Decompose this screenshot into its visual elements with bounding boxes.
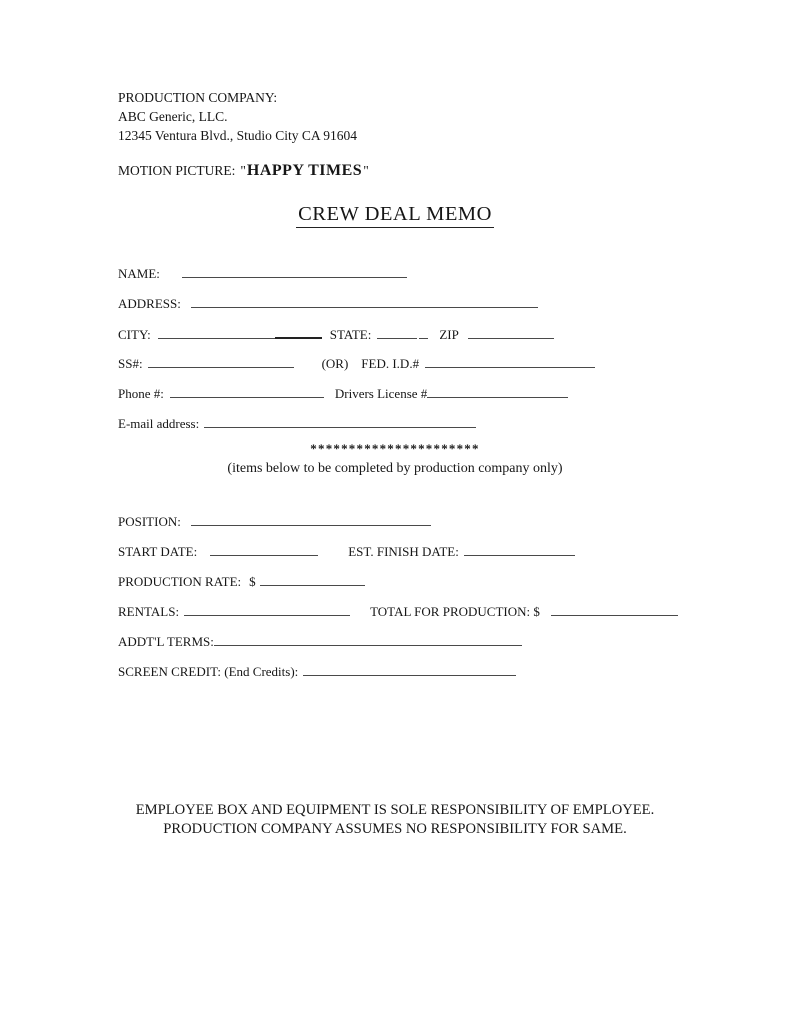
rentals-label: RENTALS: [118, 604, 180, 619]
phone-label: Phone #: [118, 386, 164, 401]
responsibility-statement [0, 801, 790, 839]
motion-picture-title: HAPPY TIMES [246, 162, 363, 179]
state-label: STATE: [329, 327, 372, 342]
city-state-zip-row [118, 321, 790, 342]
city-label: CITY: [118, 327, 151, 342]
motion-picture-label: MOTION PICTURE: [118, 163, 236, 178]
employee-section [0, 261, 790, 431]
email-label: E-mail address: [118, 416, 200, 431]
screen-credit-label: SCREEN CREDIT: (End Credits): [118, 664, 299, 679]
rentals-row [118, 599, 790, 619]
state-blank [377, 322, 417, 339]
est-finish-date-label: EST. FINISH DATE: [348, 544, 459, 559]
name-row [118, 261, 790, 281]
position-blank [191, 509, 431, 526]
addtl-terms-row [118, 629, 790, 649]
total-for-production-blank [551, 599, 678, 616]
rentals-blank [184, 599, 350, 616]
production-company-block [118, 88, 790, 145]
ssn-label: SS#: [118, 356, 143, 371]
email-blank [204, 411, 476, 428]
position-label: POSITION: [118, 514, 181, 529]
document-title-text: CREW DEAL MEMO [296, 203, 494, 228]
email-row [118, 411, 790, 431]
name-label: NAME: [118, 266, 160, 281]
production-rate-currency: $ [249, 574, 256, 589]
city-blank-bold-segment [275, 321, 322, 339]
company-name: ABC Generic, LLC. [118, 109, 228, 124]
company-address: 12345 Ventura Blvd., Studio City CA 91604 [118, 128, 358, 143]
addtl-terms-label: ADDT'L TERMS: [118, 634, 214, 649]
production-rate-row [118, 569, 790, 589]
addtl-terms-blank [214, 629, 522, 646]
motion-picture-open-quote: " [240, 163, 246, 178]
motion-picture-close-quote: " [363, 163, 369, 178]
drivers-license-blank [427, 381, 568, 398]
zip-blank [468, 322, 554, 339]
production-company-section [0, 509, 790, 679]
production-rate-label: PRODUCTION RATE: [118, 574, 242, 589]
zip-label: ZIP [439, 327, 459, 342]
production-company-label: PRODUCTION COMPANY: [118, 90, 278, 105]
address-blank [191, 291, 538, 308]
fed-id-blank [425, 351, 595, 368]
ssn-blank [148, 351, 294, 368]
screen-credit-row [118, 659, 790, 679]
position-row [118, 509, 790, 529]
start-date-label: START DATE: [118, 544, 198, 559]
document-title [0, 203, 790, 229]
phone-license-row [118, 381, 790, 401]
address-row [118, 291, 790, 311]
dates-row [118, 539, 790, 559]
motion-picture-line [118, 162, 790, 182]
or-label: (OR) [321, 356, 349, 371]
drivers-license-label: Drivers License # [334, 386, 428, 401]
total-for-production-label: TOTAL FOR PRODUCTION: $ [370, 604, 540, 619]
separator-note: (items below to be completed by production company only) [227, 461, 563, 476]
responsibility-statement-line2: PRODUCTION COMPANY ASSUMES NO RESPONSIBILITY FOR SAME. [163, 821, 627, 837]
address-label: ADDRESS: [118, 296, 181, 311]
city-blank [158, 322, 275, 339]
fed-id-label: FED. I.D.# [361, 356, 420, 371]
est-finish-date-blank [464, 539, 575, 556]
separator-stars: ********************** [310, 441, 480, 456]
responsibility-statement-line1: EMPLOYEE BOX AND EQUIPMENT IS SOLE RESPONSIBILITY OF EMPLOYEE. [135, 802, 655, 818]
screen-credit-blank [303, 659, 516, 676]
start-date-blank [210, 539, 318, 556]
name-blank [182, 261, 407, 278]
ssn-fedid-row [118, 351, 790, 371]
state-blank-stub [419, 322, 428, 339]
production-rate-blank [260, 569, 365, 586]
phone-blank [170, 381, 324, 398]
